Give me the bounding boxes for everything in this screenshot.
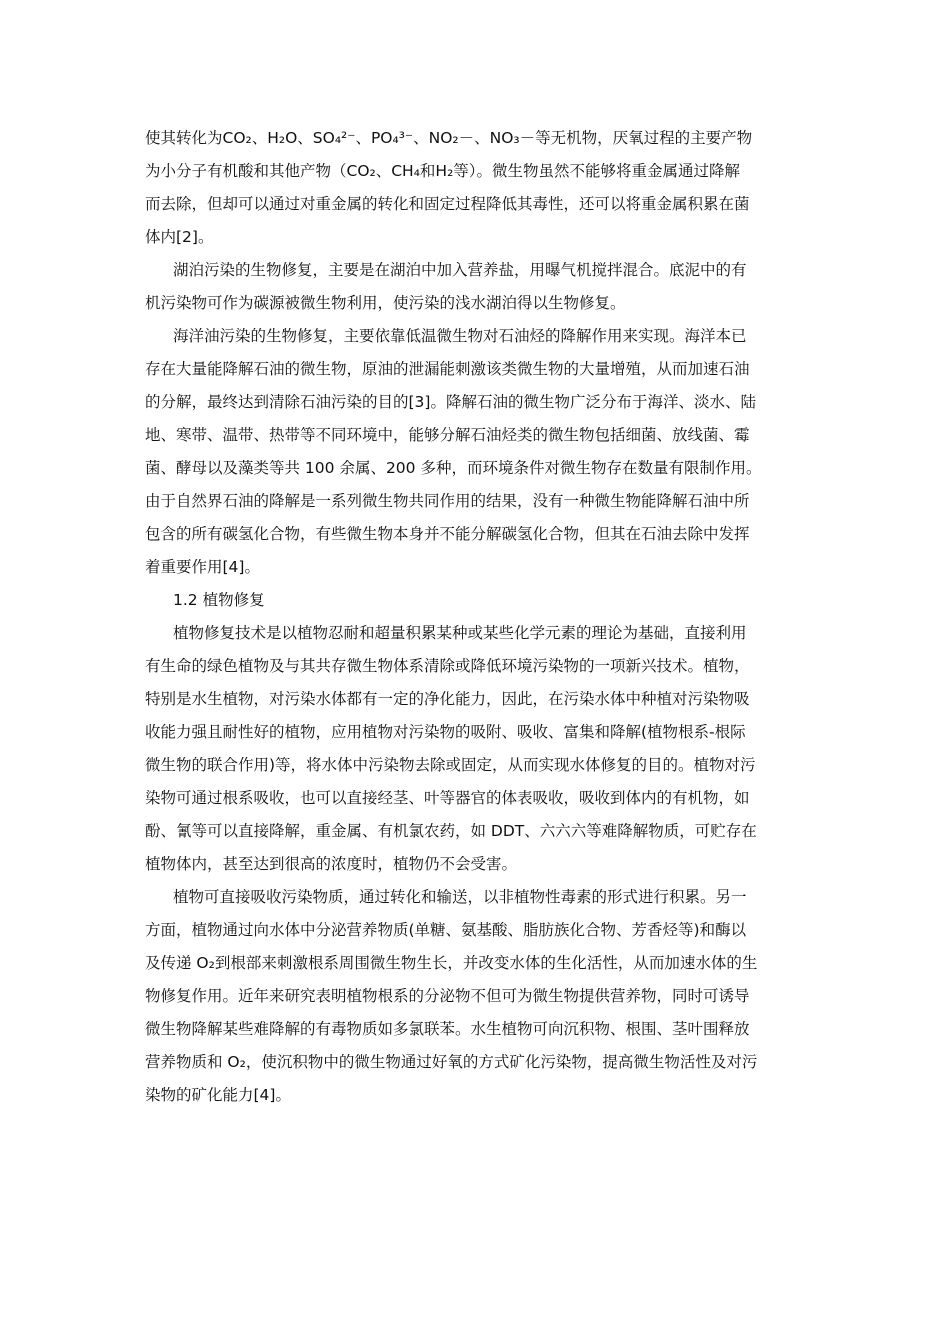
text-line: 体内[2]。 [145,228,214,246]
text-line: 而去除，但却可以通过对重金属的转化和固定过程降低其毒性，还可以将重金属积累在菌 [145,195,750,213]
text-line: 植物体内，甚至达到很高的浓度时，植物仍不会受害。 [145,855,518,873]
text-line: 微生物的联合作用)等，将水体中污染物去除或固定，从而实现水体修复的目的。植物对污 [145,756,756,774]
section-heading [145,584,807,617]
text-line: 湖泊污染的生物修复，主要是在湖泊中加入营养盐，用曝气机搅拌混合。底泥中的有 [173,261,747,279]
text-line: 机污染物可作为碳源被微生物利用，使污染的浅水湖泊得以生物修复。 [145,294,626,312]
text-line: 染物可通过根系吸收，也可以直接经茎、叶等器官的体表吸收，吸收到体内的有机物，如 [145,789,750,807]
text-line: 包含的所有碳氢化合物，有些微生物本身并不能分解碳氢化合物，但其在石油去除中发挥 [145,525,750,543]
paragraph-phytoremediation-intro [145,617,807,881]
paragraph-marine-oil-remediation [145,320,807,584]
text-line: 染物的矿化能力[4]。 [145,1086,291,1104]
text-line: 海洋油污染的生物修复，主要依靠低温微生物对石油烃的降解作用来实现。海洋本已 [173,327,747,345]
paragraph-lake-remediation [145,254,807,320]
text-line: 由于自然界石油的降解是一系列微生物共同作用的结果，没有一种微生物能降解石油中所 [145,492,750,510]
text-line: 营养物质和 O₂，使沉积物中的微生物通过好氧的方式矿化污染物，提高微生物活性及对污 [145,1053,758,1071]
text-line: 的分解，最终达到清除石油污染的目的[3]。降解石油的微生物广泛分布于海洋、淡水、陆 [145,393,756,411]
text-line: 植物修复技术是以植物忍耐和超量积累某种或某些化学元素的理论为基础，直接利用 [173,624,747,642]
text-line: 使其转化为CO₂、H₂O、SO₄²⁻、PO₄³⁻、NO₂－、NO₃－等无机物，厌氧过程的主要产物 [145,129,753,147]
text-line: 着重要作用[4]。 [145,558,260,576]
text-line: 物修复作用。近年来研究表明植物根系的分泌物不但可为微生物提供营养物，同时可诱导 [145,987,750,1005]
text-line: 存在大量能降解石油的微生物，原油的泄漏能刺激该类微生物的大量增殖，从而加速石油 [145,360,750,378]
text-line: 方面，植物通过向水体中分泌营养物质(单糖、氨基酸、脂肪族化合物、芳香烃等)和酶以 [145,921,747,939]
text-line: 植物可直接吸收污染物质，通过转化和输送，以非植物性毒素的形式进行积累。另一 [173,888,747,906]
text-line: 微生物降解某些难降解的有毒物质如多氯联苯。水生植物可向沉积物、根围、茎叶围释放 [145,1020,750,1038]
paragraph-microbial-conversion [145,122,807,254]
heading-text: 1.2 植物修复 [173,591,265,609]
text-line: 地、寒带、温带、热带等不同环境中，能够分解石油烃类的微生物包括细菌、放线菌、霉 [145,426,750,444]
text-line: 为小分子有机酸和其他产物（CO₂、CH₄和H₂等）。微生物虽然不能够将重金属通过降解 [145,162,741,180]
text-line: 有生命的绿色植物及与其共存微生物体系清除或降低环境污染物的一项新兴技术。植物， [145,657,750,675]
text-line: 酚、氰等可以直接降解，重金属、有机氯农药，如 DDT、六六六等难降解物质，可贮存在 [145,822,757,840]
text-line: 菌、酵母以及藻类等共 100 余属、200 多种，而环境条件对微生物存在数量有限制作用。 [145,459,762,477]
text-line: 特别是水生植物，对污染水体都有一定的净化能力，因此，在污染水体中种植对污染物吸 [145,690,750,708]
text-line: 及传递 O₂到根部来刺激根系周围微生物生长，并改变水体的生化活性，从而加速水体的生 [145,954,758,972]
document-body [145,122,807,1112]
paragraph-plant-absorption [145,881,807,1112]
text-line: 收能力强且耐性好的植物，应用植物对污染物的吸附、吸收、富集和降解(植物根系-根际 [145,723,746,741]
